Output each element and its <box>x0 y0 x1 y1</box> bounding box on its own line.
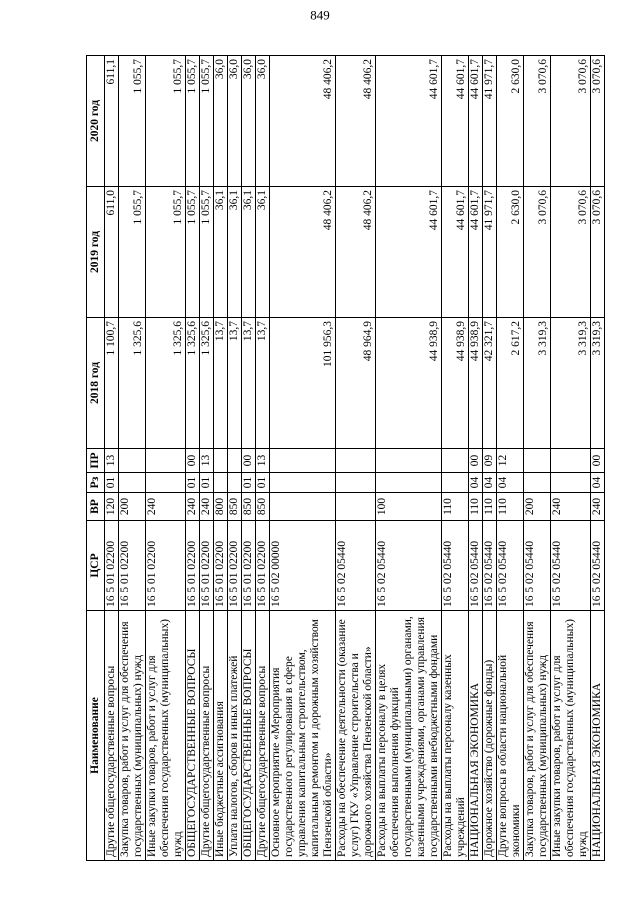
row-vr-cell: 120 <box>105 493 119 521</box>
header-rz: Рз <box>87 473 105 493</box>
row-rz-cell <box>376 473 442 493</box>
row-2018-cell: 2 617,2 <box>497 318 524 449</box>
row-2018-cell: 1 325,6 <box>186 318 200 449</box>
row-rz-cell: 01 <box>200 473 214 493</box>
table-body <box>105 56 605 861</box>
row-csr-cell: 16 5 01 02200 <box>228 521 242 611</box>
row-2019-cell: 611,0 <box>105 187 119 318</box>
table-row <box>336 56 376 861</box>
row-2018-cell: 1 325,6 <box>146 318 186 449</box>
row-name-cell: НАЦИОНАЛЬНАЯ ЭКОНОМИКА <box>591 611 605 861</box>
row-2020-cell: 41 971,7 <box>483 56 497 187</box>
row-pr-cell <box>376 449 442 473</box>
header-pr: ПР <box>87 449 105 473</box>
row-name-cell: ОБЩЕГОСУДАРСТВЕННЫЕ ВОПРОСЫ <box>242 611 256 861</box>
row-2020-cell: 36,0 <box>214 56 228 187</box>
table-header-row <box>87 56 105 861</box>
row-pr-cell <box>270 449 336 473</box>
row-name-cell: Закупка товаров, работ и услуг для обеспечения государственных (муниципальных) нужд <box>524 611 551 861</box>
row-vr-cell: 110 <box>497 493 524 521</box>
table-row <box>228 56 242 861</box>
row-2019-cell: 2 630,0 <box>497 187 524 318</box>
table-row <box>200 56 214 861</box>
row-2018-cell: 101 956,3 <box>270 318 336 449</box>
table-row <box>270 56 336 861</box>
row-2019-cell: 3 070,6 <box>524 187 551 318</box>
table-row <box>214 56 228 861</box>
header-name: Наименование <box>87 611 105 861</box>
row-pr-cell <box>119 449 146 473</box>
row-rz-cell: 04 <box>497 473 524 493</box>
row-2019-cell: 1 055,7 <box>200 187 214 318</box>
row-csr-cell: 16 5 02 05440 <box>469 521 483 611</box>
row-vr-cell: 240 <box>200 493 214 521</box>
row-pr-cell <box>228 449 242 473</box>
row-rz-cell: 04 <box>483 473 497 493</box>
row-csr-cell: 16 5 02 05440 <box>336 521 376 611</box>
row-csr-cell: 16 5 02 05440 <box>442 521 469 611</box>
header-vr: ВР <box>87 493 105 521</box>
row-rz-cell <box>228 473 242 493</box>
table-row <box>119 56 146 861</box>
row-rz-cell <box>551 473 591 493</box>
row-2018-cell: 13,7 <box>214 318 228 449</box>
row-pr-cell <box>524 449 551 473</box>
row-2020-cell: 36,0 <box>242 56 256 187</box>
row-pr-cell <box>336 449 376 473</box>
row-2020-cell: 2 630,0 <box>497 56 524 187</box>
row-2018-cell: 1 325,6 <box>200 318 214 449</box>
table-row <box>186 56 200 861</box>
row-csr-cell: 16 5 01 02200 <box>200 521 214 611</box>
row-csr-cell: 16 5 02 05440 <box>551 521 591 611</box>
row-pr-cell <box>146 449 186 473</box>
row-vr-cell: 850 <box>228 493 242 521</box>
row-name-cell: Расходы на выплаты персоналу в целях обеспечения выполнения функций государственными (муниципальными) органами, казенными учреждениями, органами управления государственными внебюджетными фондами <box>376 611 442 861</box>
row-2019-cell: 1 055,7 <box>119 187 146 318</box>
row-2019-cell: 48 406,2 <box>270 187 336 318</box>
table-row <box>591 56 605 861</box>
row-vr-cell: 850 <box>242 493 256 521</box>
row-2020-cell: 48 406,2 <box>270 56 336 187</box>
row-2020-cell: 1 055,7 <box>200 56 214 187</box>
row-pr-cell: 00 <box>186 449 200 473</box>
row-rz-cell <box>270 473 336 493</box>
row-pr-cell: 00 <box>591 449 605 473</box>
row-2020-cell: 44 601,7 <box>442 56 469 187</box>
row-rz-cell <box>336 473 376 493</box>
row-pr-cell: 13 <box>200 449 214 473</box>
row-rz-cell <box>146 473 186 493</box>
row-2018-cell: 3 319,3 <box>524 318 551 449</box>
row-rz-cell <box>214 473 228 493</box>
row-2018-cell: 13,7 <box>242 318 256 449</box>
row-2020-cell: 36,0 <box>256 56 270 187</box>
row-2018-cell: 13,7 <box>228 318 242 449</box>
table-row <box>469 56 483 861</box>
row-name-cell: Закупка товаров, работ и услуг для обеспечения государственных (муниципальных) нужд <box>119 611 146 861</box>
row-2019-cell: 1 055,7 <box>146 187 186 318</box>
row-vr-cell: 240 <box>186 493 200 521</box>
row-rz-cell: 04 <box>591 473 605 493</box>
row-2018-cell: 1 325,6 <box>119 318 146 449</box>
row-csr-cell: 16 5 01 02200 <box>146 521 186 611</box>
row-2020-cell: 44 601,7 <box>469 56 483 187</box>
row-2020-cell: 3 070,6 <box>524 56 551 187</box>
table-row <box>551 56 591 861</box>
row-2020-cell: 44 601,7 <box>376 56 442 187</box>
table-row <box>376 56 442 861</box>
row-2020-cell: 611,1 <box>105 56 119 187</box>
row-2019-cell: 41 971,7 <box>483 187 497 318</box>
budget-table <box>86 55 605 861</box>
row-vr-cell: 240 <box>591 493 605 521</box>
row-2018-cell: 3 319,3 <box>591 318 605 449</box>
row-2019-cell: 36,1 <box>242 187 256 318</box>
row-pr-cell: 09 <box>483 449 497 473</box>
row-name-cell: НАЦИОНАЛЬНАЯ ЭКОНОМИКА <box>469 611 483 861</box>
row-pr-cell: 00 <box>242 449 256 473</box>
row-2020-cell: 3 070,6 <box>591 56 605 187</box>
row-2019-cell: 3 070,6 <box>551 187 591 318</box>
row-2018-cell: 42 321,7 <box>483 318 497 449</box>
row-rz-cell: 01 <box>242 473 256 493</box>
row-2019-cell: 36,1 <box>228 187 242 318</box>
row-2020-cell: 1 055,7 <box>186 56 200 187</box>
row-2019-cell: 36,1 <box>256 187 270 318</box>
row-2018-cell: 1 100,7 <box>105 318 119 449</box>
row-2018-cell: 44 938,9 <box>442 318 469 449</box>
row-2018-cell: 44 938,9 <box>376 318 442 449</box>
row-2018-cell: 44 938,9 <box>469 318 483 449</box>
row-2020-cell: 36,0 <box>228 56 242 187</box>
row-2018-cell: 48 964,9 <box>336 318 376 449</box>
row-csr-cell: 16 5 01 02200 <box>105 521 119 611</box>
row-pr-cell <box>214 449 228 473</box>
row-2019-cell: 44 601,7 <box>376 187 442 318</box>
row-rz-cell: 01 <box>256 473 270 493</box>
row-2019-cell: 48 406,2 <box>336 187 376 318</box>
row-name-cell: Расходы на обеспечение деятельности (оказание услуг) ГКУ «Управление строительства и дорожного хозяйства Пензенской области» <box>336 611 376 861</box>
row-2020-cell: 1 055,7 <box>119 56 146 187</box>
row-vr-cell: 110 <box>469 493 483 521</box>
row-csr-cell: 16 5 01 02200 <box>242 521 256 611</box>
row-rz-cell <box>442 473 469 493</box>
row-csr-cell: 16 5 02 05440 <box>524 521 551 611</box>
row-2020-cell: 3 070,6 <box>551 56 591 187</box>
row-pr-cell: 12 <box>497 449 524 473</box>
row-name-cell: Расходы на выплаты персоналу казенных учреждений <box>442 611 469 861</box>
row-name-cell: Другие вопросы в области национальной экономики <box>497 611 524 861</box>
row-2019-cell: 44 601,7 <box>469 187 483 318</box>
header-2020: 2020 год <box>87 56 105 187</box>
row-rz-cell <box>119 473 146 493</box>
row-csr-cell: 16 5 02 05440 <box>376 521 442 611</box>
row-2019-cell: 36,1 <box>214 187 228 318</box>
table-row <box>242 56 256 861</box>
row-rz-cell: 04 <box>469 473 483 493</box>
row-csr-cell: 16 5 01 02200 <box>186 521 200 611</box>
row-name-cell: Иные закупки товаров, работ и услуг для обеспечения государственных (муниципальных) нужд <box>551 611 591 861</box>
row-pr-cell <box>551 449 591 473</box>
table-row <box>442 56 469 861</box>
row-csr-cell: 16 5 01 02200 <box>119 521 146 611</box>
row-vr-cell: 200 <box>524 493 551 521</box>
row-name-cell: Иные бюджетные ассигнования <box>214 611 228 861</box>
table-row <box>105 56 119 861</box>
row-vr-cell: 200 <box>119 493 146 521</box>
row-csr-cell: 16 5 01 02200 <box>256 521 270 611</box>
row-pr-cell: 00 <box>469 449 483 473</box>
table-row <box>146 56 186 861</box>
row-vr-cell: 110 <box>442 493 469 521</box>
row-pr-cell: 13 <box>256 449 270 473</box>
row-vr-cell <box>336 493 376 521</box>
row-rz-cell: 01 <box>105 473 119 493</box>
row-vr-cell: 850 <box>256 493 270 521</box>
row-name-cell: Иные закупки товаров, работ и услуг для обеспечения государственных (муниципальных) нужд <box>146 611 186 861</box>
row-vr-cell <box>270 493 336 521</box>
header-2018: 2018 год <box>87 318 105 449</box>
row-csr-cell: 16 5 02 05440 <box>591 521 605 611</box>
row-name-cell: Уплата налогов, сборов и иных платежей <box>228 611 242 861</box>
row-name-cell: Основное мероприятие «Мероприятия государственного регулирования в сфере управления капитальным строительством, капитальным ремонтом и дорожным хозяйством Пензенской области» <box>270 611 336 861</box>
row-pr-cell <box>442 449 469 473</box>
row-csr-cell: 16 5 02 05440 <box>483 521 497 611</box>
row-2019-cell: 3 070,6 <box>591 187 605 318</box>
row-pr-cell: 13 <box>105 449 119 473</box>
row-name-cell: Другие общегосударственные вопросы <box>256 611 270 861</box>
row-csr-cell: 16 5 02 05440 <box>497 521 524 611</box>
row-csr-cell: 16 5 01 02200 <box>214 521 228 611</box>
row-vr-cell: 240 <box>146 493 186 521</box>
row-2019-cell: 44 601,7 <box>442 187 469 318</box>
page-number-text: 849 <box>310 7 330 22</box>
row-name-cell: Другие общегосударственные вопросы <box>200 611 214 861</box>
table-row <box>524 56 551 861</box>
header-csr: ЦСР <box>87 521 105 611</box>
row-rz-cell: 01 <box>186 473 200 493</box>
row-csr-cell: 16 5 02 00000 <box>270 521 336 611</box>
table-row <box>497 56 524 861</box>
row-vr-cell: 110 <box>483 493 497 521</box>
row-vr-cell: 240 <box>551 493 591 521</box>
row-2019-cell: 1 055,7 <box>186 187 200 318</box>
row-2018-cell: 3 319,3 <box>551 318 591 449</box>
row-2020-cell: 48 406,2 <box>336 56 376 187</box>
row-rz-cell <box>524 473 551 493</box>
row-name-cell: ОБЩЕГОСУДАРСТВЕННЫЕ ВОПРОСЫ <box>186 611 200 861</box>
row-vr-cell: 800 <box>214 493 228 521</box>
table-row <box>483 56 497 861</box>
row-2018-cell: 13,7 <box>256 318 270 449</box>
row-name-cell: Дорожное хозяйство (дорожные фонды) <box>483 611 497 861</box>
table-row <box>256 56 270 861</box>
row-vr-cell: 100 <box>376 493 442 521</box>
row-name-cell: Другие общегосударственные вопросы <box>105 611 119 861</box>
header-2019: 2019 год <box>87 187 105 318</box>
row-2020-cell: 1 055,7 <box>146 56 186 187</box>
page-number <box>0 0 640 30</box>
